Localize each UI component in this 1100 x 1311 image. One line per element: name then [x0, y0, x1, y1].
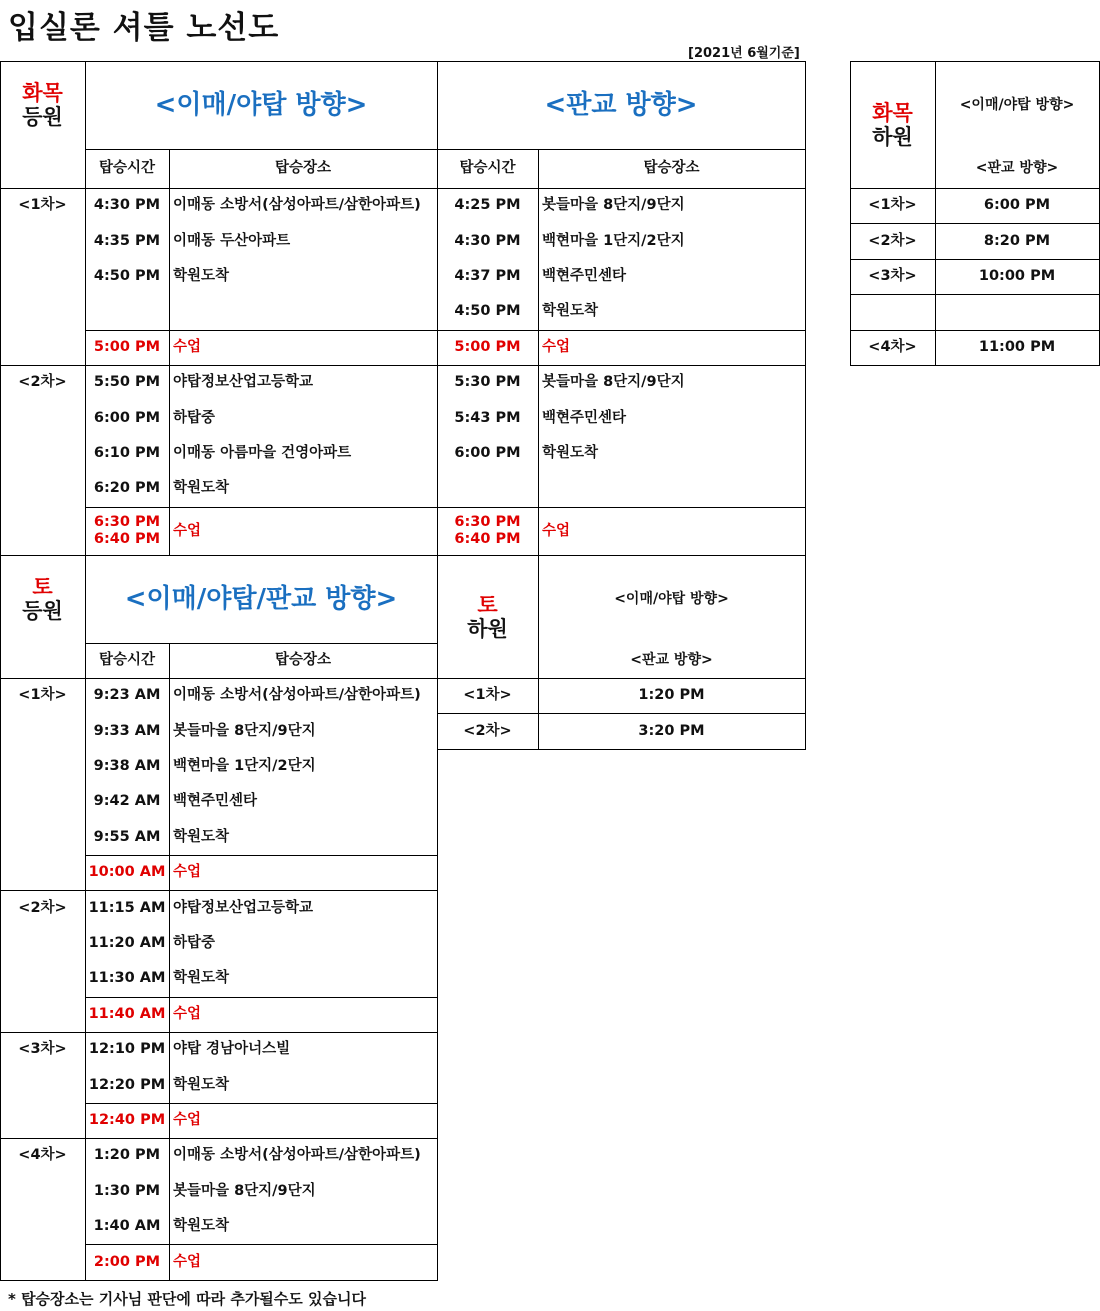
stop-place: 하탑중	[173, 409, 216, 426]
saturday-pickup-day: 토	[32, 575, 53, 599]
stop-place: 야탑정보산업고등학교	[173, 899, 314, 916]
class-label: 수업	[173, 522, 202, 539]
stop-time: 4:30 PM	[93, 197, 161, 214]
grid-line	[437, 749, 806, 750]
grid-line	[85, 643, 438, 644]
page-title: 입실론 셔틀 노선도	[8, 10, 280, 46]
class-time: 5:00 PM	[93, 338, 161, 355]
stop-place: 봇들마을 8단지/9단지	[542, 197, 685, 214]
saturday-dropoff-label	[437, 555, 538, 678]
col-header-time: 탑승시간	[459, 160, 516, 176]
stop-time: 9:33 AM	[93, 722, 161, 739]
round-label: <1차>	[18, 197, 67, 214]
stop-place: 학원도착	[173, 1076, 230, 1093]
round-label: <3차>	[18, 1041, 67, 1058]
grid-line	[850, 61, 851, 366]
stop-time: 4:50 PM	[454, 303, 521, 320]
grid-line	[0, 365, 806, 366]
class-time-line-2: 6:40 PM	[93, 531, 161, 547]
stop-time: 4:50 PM	[93, 267, 161, 284]
weekday-pickup-label	[0, 61, 85, 149]
class-label: 수업	[173, 1005, 202, 1022]
dropoff-time	[935, 294, 1099, 329]
stop-place: 학원도착	[173, 970, 230, 987]
dropoff-dir1-heading: <이매/야탑 방향>	[959, 96, 1075, 113]
stop-time: 1:20 PM	[93, 1147, 161, 1164]
stop-time: 6:00 PM	[93, 409, 161, 426]
stop-time: 4:30 PM	[454, 232, 521, 249]
grid-line	[850, 188, 1100, 189]
saturday-dropoff-type: 하원	[467, 616, 508, 641]
stop-time: 11:20 AM	[88, 934, 166, 951]
grid-line	[0, 1280, 438, 1281]
stop-place: 이매동 소방서(삼성아파트/삼한아파트)	[173, 197, 421, 214]
col-header-time: 탑승시간	[98, 160, 156, 176]
stop-time: 5:50 PM	[93, 374, 161, 391]
class-time: 11:40 AM	[88, 1005, 166, 1022]
grid-line	[437, 678, 806, 679]
class-time-line-1: 6:30 PM	[93, 514, 161, 530]
dropoff-time: 1:20 PM	[638, 687, 705, 704]
round-label: <1차>	[18, 687, 67, 704]
round-label: <3차>	[868, 267, 917, 284]
weekday-dropoff-type: 하원	[872, 124, 913, 149]
stop-time: 9:23 AM	[93, 687, 161, 704]
stop-time: 6:00 PM	[454, 444, 521, 461]
class-time-line-1: 6:30 PM	[454, 514, 521, 530]
grid-line	[850, 294, 1100, 295]
grid-line	[85, 149, 806, 150]
class-time: 12:40 PM	[88, 1111, 166, 1128]
grid-line	[538, 149, 539, 556]
footnote: * 탑승장소는 기사님 판단에 따라 추가될수도 있습니다	[8, 1290, 366, 1308]
reference-date: [2021년 6월기준]	[688, 46, 800, 61]
stop-place: 이매동 소방서(삼성아파트/삼한아파트)	[173, 1147, 421, 1164]
round-label: <2차>	[18, 374, 67, 391]
saturday-pickup-type: 등원	[22, 599, 63, 623]
weekday-pickup-day: 화목	[22, 81, 63, 105]
grid-line	[935, 61, 936, 366]
stop-time: 12:10 PM	[88, 1041, 166, 1058]
weekday-dir2-heading: <판교 방향>	[544, 89, 698, 120]
stop-place: 학원도착	[173, 1218, 230, 1235]
stop-time: 4:37 PM	[454, 267, 521, 284]
stop-time: 9:38 AM	[93, 757, 161, 774]
stop-place: 백현주민센타	[542, 409, 627, 426]
class-label: 수업	[173, 1111, 202, 1128]
stop-place: 야탑정보산업고등학교	[173, 374, 314, 391]
dropoff-dir2-heading: <판교 방향>	[975, 160, 1059, 176]
class-time: 5:00 PM	[454, 338, 521, 355]
dropoff-dir2-heading: <판교 방향>	[630, 652, 713, 668]
round-label: <2차>	[18, 899, 67, 916]
stop-place: 봇들마을 8단지/9단지	[173, 1182, 316, 1199]
stop-place: 하탑중	[173, 934, 216, 951]
col-header-place: 탑승장소	[643, 160, 700, 176]
stop-time: 1:30 PM	[93, 1182, 161, 1199]
grid-line	[850, 223, 1100, 224]
stop-time: 9:55 AM	[93, 828, 161, 845]
class-time	[85, 507, 169, 555]
grid-line	[850, 365, 1100, 366]
grid-line	[850, 330, 1100, 331]
stop-time: 6:20 PM	[93, 480, 161, 497]
class-label: 수업	[173, 338, 202, 355]
round-label	[850, 294, 935, 329]
stop-place: 학원도착	[173, 267, 230, 284]
stop-place: 봇들마을 8단지/9단지	[173, 722, 316, 739]
stop-place: 학원도착	[173, 828, 230, 845]
grid-line	[169, 149, 170, 556]
stop-time: 12:20 PM	[88, 1076, 166, 1093]
stop-time: 4:25 PM	[454, 197, 521, 214]
round-label: <1차>	[463, 687, 512, 704]
class-label: 수업	[173, 864, 202, 881]
stop-time: 1:40 AM	[93, 1218, 161, 1235]
stop-place: 학원도착	[173, 480, 230, 497]
stop-time: 4:35 PM	[93, 232, 161, 249]
saturday-dir-heading: <이매/야탑/판교 방향>	[124, 583, 398, 614]
class-time: 2:00 PM	[93, 1253, 161, 1270]
grid-line	[0, 188, 806, 189]
stop-place: 이매동 두산아파트	[173, 232, 291, 249]
stop-time: 11:30 AM	[88, 970, 166, 987]
round-label: <4차>	[18, 1147, 67, 1164]
saturday-pickup-label	[0, 555, 85, 643]
grid-line	[805, 61, 806, 749]
round-label: <2차>	[868, 232, 917, 249]
stop-place: 백현주민센타	[173, 793, 258, 810]
grid-line	[85, 507, 806, 508]
round-label: <2차>	[463, 722, 512, 739]
weekday-dropoff-label	[850, 61, 935, 188]
round-label: <4차>	[868, 338, 917, 355]
weekday-pickup-type: 등원	[22, 105, 63, 129]
dropoff-time: 10:00 PM	[978, 267, 1056, 284]
dropoff-time: 11:00 PM	[978, 338, 1056, 355]
grid-line	[437, 61, 438, 556]
grid-line	[437, 713, 806, 714]
grid-line	[0, 61, 1, 1281]
stop-place: 학원도착	[542, 444, 599, 461]
class-time: 10:00 AM	[88, 864, 166, 881]
grid-line	[850, 61, 1100, 62]
grid-line	[0, 61, 806, 62]
stop-time: 11:15 AM	[88, 899, 166, 916]
stop-place: 백현주민센타	[542, 267, 627, 284]
grid-line	[538, 555, 539, 750]
stop-place: 야탑 경남아너스빌	[173, 1041, 291, 1058]
dropoff-dir1-heading: <이매/야탑 방향>	[614, 590, 729, 607]
col-header-time: 탑승시간	[98, 652, 156, 668]
stop-place: 백현마을 1단지/2단지	[173, 757, 316, 774]
class-time-line-2: 6:40 PM	[454, 531, 521, 547]
col-header-place: 탑승장소	[274, 160, 332, 176]
stop-time: 5:43 PM	[454, 409, 521, 426]
stop-time: 6:10 PM	[93, 444, 161, 461]
stop-place: 이매동 소방서(삼성아파트/삼한아파트)	[173, 687, 421, 704]
weekday-dir1-heading: <이매/야탑 방향>	[154, 89, 368, 120]
stop-time: 5:30 PM	[454, 374, 521, 391]
stop-time: 9:42 AM	[93, 793, 161, 810]
class-label: 수업	[173, 1253, 202, 1270]
stop-place: 학원도착	[542, 303, 599, 320]
dropoff-time: 3:20 PM	[638, 722, 705, 739]
class-time	[437, 507, 538, 555]
saturday-dropoff-day: 토	[477, 592, 498, 617]
grid-line	[850, 259, 1100, 260]
weekday-dropoff-day: 화목	[872, 100, 913, 125]
stop-place: 봇들마을 8단지/9단지	[542, 374, 685, 391]
grid-line	[85, 330, 806, 331]
stop-place: 백현마을 1단지/2단지	[542, 232, 685, 249]
round-label: <1차>	[868, 197, 917, 214]
dropoff-time: 8:20 PM	[983, 232, 1051, 249]
class-label: 수업	[542, 338, 571, 355]
col-header-place: 탑승장소	[274, 652, 332, 668]
dropoff-time: 6:00 PM	[983, 197, 1051, 214]
class-label: 수업	[542, 522, 571, 539]
stop-place: 이매동 아름마을 건영아파트	[173, 444, 352, 461]
